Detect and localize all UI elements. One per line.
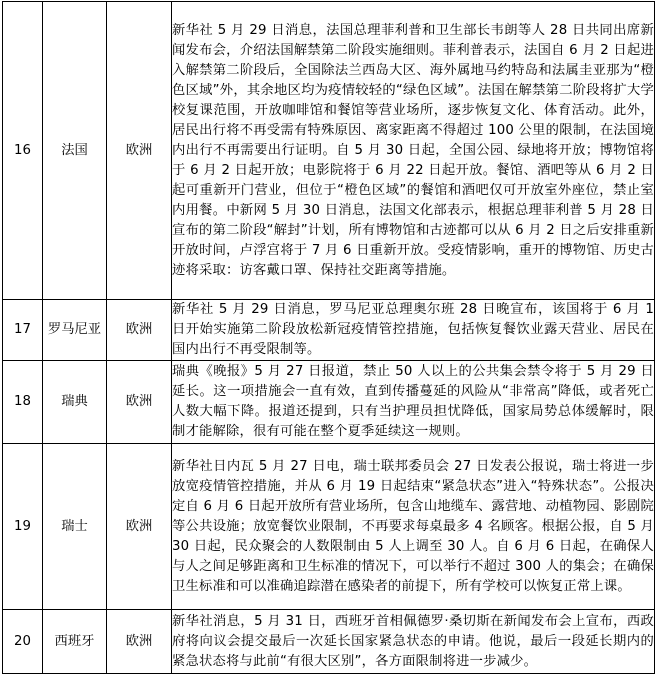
region-cell: 欧洲	[107, 2, 172, 300]
country-cell: 罗马尼亚	[43, 300, 107, 361]
table-row	[3, 610, 655, 674]
region-cell: 欧洲	[107, 300, 172, 361]
content-cell: 新华社消息，5 月 31 日，西班牙首相佩德罗·桑切斯在新闻发布会上宣布，西政府将向议会提交最后一次延长国家紧急状态的申请。他说，最后一段延长期内的紧急状态将与此前“有很大区别”，各方面限制将进一步减少。	[172, 610, 655, 674]
row-number: 19	[3, 444, 43, 610]
table-row	[3, 2, 655, 300]
content-cell: 瑞典《晚报》5 月 27 日报道，禁止 50 人以上的公共集会禁令将于 5 月 29 日延长。这一项措施会一直有效，直到传播蔓延的风险从“非常高”降低，或者死亡人数大幅下降。报道还提到，只有当护理员担忧降低，国家局势总体缓解时，限制才能解除，很有可能在整个夏季延续这一规则。	[172, 361, 655, 444]
row-number: 16	[3, 2, 43, 300]
document-table	[2, 1, 655, 674]
country-cell: 瑞士	[43, 444, 107, 610]
content-cell: 新华社 5 月 29 日消息，罗马尼亚总理奥尔班 28 日晚宣布，该国将于 6 月 1 日开始实施第二阶段放松新冠疫情管控措施，包括恢复餐饮业露天营业、居民在国内出行不再受限制等。	[172, 300, 655, 361]
row-number: 20	[3, 610, 43, 674]
table-row	[3, 300, 655, 361]
row-number: 17	[3, 300, 43, 361]
region-cell: 欧洲	[107, 361, 172, 444]
region-cell: 欧洲	[107, 610, 172, 674]
country-cell: 西班牙	[43, 610, 107, 674]
content-cell: 新华社日内瓦 5 月 27 日电，瑞士联邦委员会 27 日发表公报说，瑞士将进一步放宽疫情管控措施，并从 6 月 19 日起结束“紧急状态”进入“特殊状态”。公报决定自 6 月 6 日起开放所有营业场所，包含山地缆车、露营地、动植物园、影剧院等公共设施；放宽餐饮业限制，不再要求每桌最多 4 名顾客。根据公报，自 5 月 30 日起，民众聚会的人数限制由 5 人上调至 30 人。自 6 月 6 日起，在确保人与人之间足够距离和卫生标准的情况下，可以举行不超过 300 人的集会；在确保卫生标准和可以准确追踪潜在感染者的前提下，所有学校可以恢复正常上课。	[172, 444, 655, 610]
table-row	[3, 361, 655, 444]
country-cell: 瑞典	[43, 361, 107, 444]
table-row	[3, 444, 655, 610]
region-cell: 欧洲	[107, 444, 172, 610]
row-number: 18	[3, 361, 43, 444]
content-cell: 新华社 5 月 29 日消息，法国总理菲利普和卫生部长韦朗等人 28 日共同出席新闻发布会，介绍法国解禁第二阶段实施细则。菲利普表示，法国自 6 月 2 日起进入解禁第二阶段后，全国除法兰西岛大区、海外属地马约特岛和法属圭亚那为“橙色区域”外，其余地区均为疫情较轻的“绿色区域”。法国在解禁第二阶段将扩大学校复课范围，开放咖啡馆和餐馆等营业场所，逐步恢复文化、体育活动。此外，居民出行将不再受需有特殊原因、离家距离不得超过 100 公里的限制，在法国境内出行不再需要出行证明。自 5 月 30 日起，全国公园、绿地将开放；博物馆将于 6 月 2 日起开放；电影院将于 6 月 22 日起开放。餐馆、酒吧等从 6 月 2 日起可重新开门营业，但位于“橙色区域”的餐馆和酒吧仅可开放室外座位，禁止室内用餐。中新网 5 月 30 日消息，法国文化部表示，根据总理菲利普 5 月 28 日宣布的第二阶段“解封”计划，所有博物馆和古迹都可以从 6 月 2 日之后安排重新开放时间，卢浮宫将于 7 月 6 日重新开放。受疫情影响，重开的博物馆、历史古迹将采取：访客戴口罩、保持社交距离等措施。	[172, 2, 655, 300]
country-cell: 法国	[43, 2, 107, 300]
